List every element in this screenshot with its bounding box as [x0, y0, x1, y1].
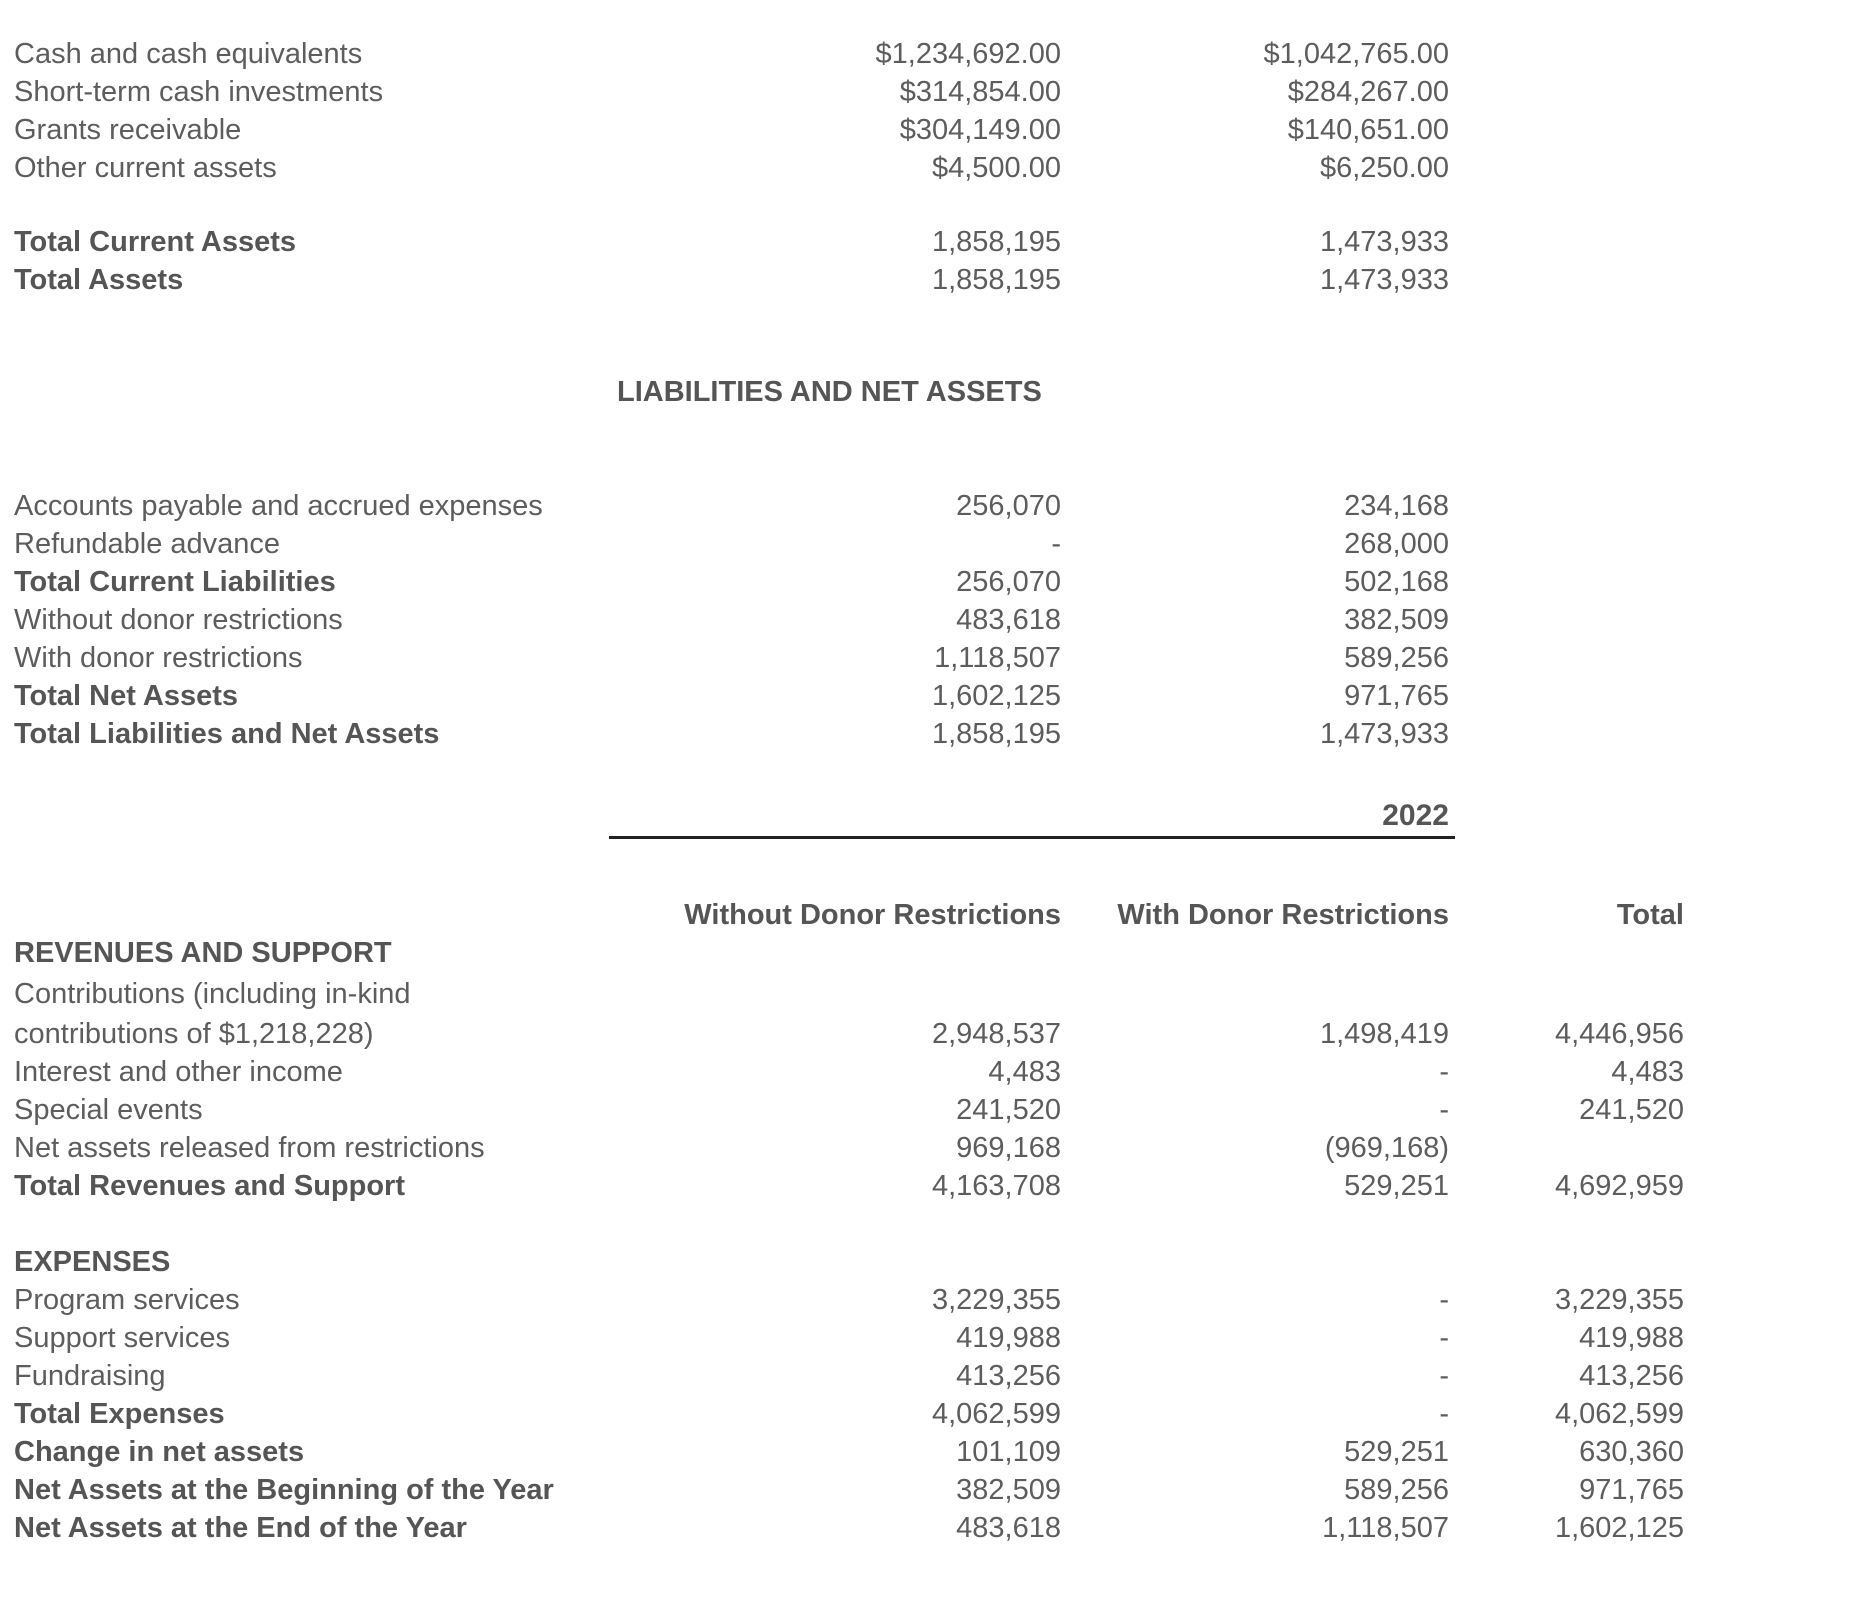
- liabilities-row: [0, 525, 1868, 563]
- row-label: Short-term cash investments: [14, 76, 384, 108]
- expenses-row: [0, 1395, 1868, 1433]
- amount-2022: $6,250.00: [1319, 152, 1449, 184]
- amount-c1: 256,070: [956, 490, 1061, 522]
- amount-c1: 483,618: [956, 1512, 1061, 1544]
- revenues-section-title: [0, 934, 1868, 972]
- amount-c1: 256,070: [956, 566, 1061, 598]
- amount-2022: 1,473,933: [1319, 226, 1449, 258]
- amount-c2: 1,498,419: [1319, 1018, 1449, 1050]
- contributions-label-line1: [0, 975, 1868, 1013]
- amount-c2: 234,168: [1344, 490, 1449, 522]
- row-label: Total Expenses: [14, 1398, 225, 1430]
- amount-c1: 969,168: [956, 1132, 1061, 1164]
- row-label: Net Assets at the Beginning of the Year: [14, 1474, 554, 1506]
- amount-c1: 2,948,537: [931, 1018, 1061, 1050]
- amount-c2: -: [1439, 1322, 1449, 1354]
- amount-2022: 1,473,933: [1319, 264, 1449, 296]
- row-label: Total Current Assets: [14, 226, 296, 258]
- amount-2022: $140,651.00: [1287, 114, 1449, 146]
- revenues-row: [0, 1129, 1868, 1167]
- amount-c2: -: [1439, 1360, 1449, 1392]
- row-label: Support services: [14, 1322, 230, 1354]
- row-label: Without donor restrictions: [14, 604, 343, 636]
- amount-c1: 483,618: [956, 604, 1061, 636]
- row-label: Fundraising: [14, 1360, 166, 1392]
- header-rule: [609, 836, 1455, 839]
- row-label: Total Revenues and Support: [14, 1170, 406, 1202]
- amount-2023: $4,500.00: [931, 152, 1061, 184]
- amount-c3: 241,520: [1579, 1094, 1684, 1126]
- revenues-row: [0, 1091, 1868, 1129]
- expenses-row: [0, 1471, 1868, 1509]
- liabilities-row: [0, 639, 1868, 677]
- revenues-row: [0, 1053, 1868, 1091]
- asset-row: [0, 149, 1868, 187]
- amount-c1: -: [1051, 528, 1061, 560]
- row-label: Total Net Assets: [14, 680, 238, 712]
- column-header-row: [0, 896, 1868, 934]
- column-header-without: Without Donor Restrictions: [684, 899, 1061, 931]
- total-assets-row: [0, 261, 1868, 299]
- amount-2023: $1,234,692.00: [875, 38, 1061, 70]
- amount-c2: -: [1439, 1094, 1449, 1126]
- row-label: contributions of $1,218,228): [14, 1018, 374, 1050]
- row-label: Program services: [14, 1284, 240, 1316]
- row-label: Other current assets: [14, 152, 277, 184]
- expenses-row: [0, 1281, 1868, 1319]
- amount-c3: 4,062,599: [1554, 1398, 1684, 1430]
- amount-2023: 1,858,195: [931, 226, 1061, 258]
- amount-c2: (969,168): [1324, 1132, 1449, 1164]
- expenses-section-title: [0, 1243, 1868, 1281]
- amount-2022: $1,042,765.00: [1263, 38, 1449, 70]
- revenues-row: [0, 1167, 1868, 1205]
- amount-c3: 413,256: [1579, 1360, 1684, 1392]
- expenses-row: [0, 1319, 1868, 1357]
- amount-c1: 101,109: [956, 1436, 1061, 1468]
- section-title: REVENUES AND SUPPORT: [14, 937, 392, 969]
- amount-c3: 4,692,959: [1554, 1170, 1684, 1202]
- amount-c1: 3,229,355: [931, 1284, 1061, 1316]
- amount-c2: 589,256: [1344, 1474, 1449, 1506]
- row-label: Grants receivable: [14, 114, 242, 146]
- amount-c2: 502,168: [1344, 566, 1449, 598]
- row-label: Total Assets: [14, 264, 184, 296]
- revenues-row: [0, 1015, 1868, 1053]
- amount-c3: 3,229,355: [1554, 1284, 1684, 1316]
- row-label: Change in net assets: [14, 1436, 305, 1468]
- row-label: Special events: [14, 1094, 203, 1126]
- row-label: Refundable advance: [14, 528, 281, 560]
- asset-row: [0, 35, 1868, 73]
- amount-c1: 1,858,195: [931, 718, 1061, 750]
- amount-c1: 1,602,125: [931, 680, 1061, 712]
- liabilities-row: [0, 487, 1868, 525]
- expenses-row: [0, 1357, 1868, 1395]
- expenses-row: [0, 1433, 1868, 1471]
- amount-c1: 241,520: [956, 1094, 1061, 1126]
- row-label: Net assets released from restrictions: [14, 1132, 485, 1164]
- amount-c2: 1,118,507: [1322, 1512, 1449, 1544]
- amount-c1: 4,062,599: [931, 1398, 1061, 1430]
- column-header-total: Total: [1616, 899, 1684, 931]
- amount-c1: 4,163,708: [931, 1170, 1061, 1202]
- row-label: Interest and other income: [14, 1056, 343, 1088]
- amount-c2: 971,765: [1344, 680, 1449, 712]
- amount-c1: 413,256: [956, 1360, 1061, 1392]
- row-label: Total Liabilities and Net Assets: [14, 718, 440, 750]
- amount-c2: 382,509: [1344, 604, 1449, 636]
- amount-c2: -: [1439, 1284, 1449, 1316]
- row-label: With donor restrictions: [14, 642, 303, 674]
- row-label: Contributions (including in-kind: [14, 978, 411, 1010]
- liabilities-row: [0, 715, 1868, 753]
- amount-c2: 529,251: [1344, 1170, 1449, 1202]
- amount-2023: $314,854.00: [899, 76, 1061, 108]
- amount-2022: $284,267.00: [1287, 76, 1449, 108]
- liabilities-row: [0, 601, 1868, 639]
- liabilities-row: [0, 563, 1868, 601]
- amount-c3: 1,602,125: [1554, 1512, 1684, 1544]
- total-current-assets-row: [0, 223, 1868, 261]
- amount-c2: -: [1439, 1398, 1449, 1430]
- amount-c1: 4,483: [988, 1056, 1061, 1088]
- liabilities-row: [0, 677, 1868, 715]
- amount-c1: 419,988: [956, 1322, 1061, 1354]
- amount-c2: 589,256: [1344, 642, 1449, 674]
- amount-c2: -: [1439, 1056, 1449, 1088]
- asset-row: [0, 111, 1868, 149]
- amount-c1: 1,118,507: [934, 642, 1061, 674]
- row-label: Cash and cash equivalents: [14, 38, 363, 70]
- row-label: Net Assets at the End of the Year: [14, 1512, 467, 1544]
- column-header-with: With Donor Restrictions: [1117, 899, 1449, 931]
- amount-c2: 268,000: [1344, 528, 1449, 560]
- expenses-row: [0, 1509, 1868, 1547]
- amount-c3: 4,483: [1611, 1056, 1684, 1088]
- amount-2023: 1,858,195: [931, 264, 1061, 296]
- amount-c3: 971,765: [1579, 1474, 1684, 1506]
- amount-c3: 4,446,956: [1554, 1018, 1684, 1050]
- year-heading: 2022: [1382, 799, 1449, 832]
- row-label: Total Current Liabilities: [14, 566, 336, 598]
- section-title: EXPENSES: [14, 1246, 171, 1278]
- amount-c2: 1,473,933: [1319, 718, 1449, 750]
- amount-c3: 419,988: [1579, 1322, 1684, 1354]
- amount-c1: 382,509: [956, 1474, 1061, 1506]
- amount-c3: 630,360: [1579, 1436, 1684, 1468]
- amount-2023: $304,149.00: [899, 114, 1061, 146]
- liabilities-section-title: LIABILITIES AND NET ASSETS: [617, 376, 1042, 408]
- row-label: Accounts payable and accrued expenses: [14, 490, 543, 522]
- asset-row: [0, 73, 1868, 111]
- amount-c2: 529,251: [1344, 1436, 1449, 1468]
